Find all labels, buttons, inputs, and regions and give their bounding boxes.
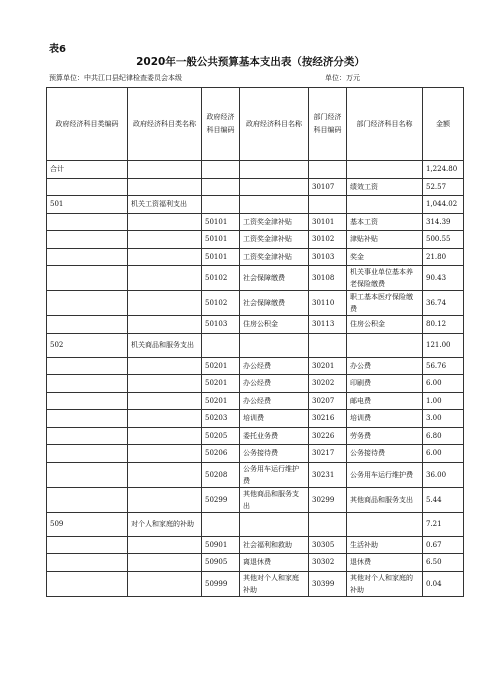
table-cell — [128, 392, 202, 410]
table-row — [47, 445, 464, 463]
table-cell — [128, 357, 202, 375]
table-cell: 3.00 — [423, 410, 464, 428]
header-cell: 部门经济科目编码 — [309, 88, 347, 161]
table-cell: 30305 — [309, 536, 347, 554]
header-cell: 政府经济科目名称 — [240, 88, 309, 161]
table-row — [47, 427, 464, 445]
table-cell: 30201 — [309, 357, 347, 375]
table-cell — [47, 357, 128, 375]
table-cell: 30207 — [309, 392, 347, 410]
table-cell — [128, 445, 202, 463]
table-row — [47, 392, 464, 410]
table-cell: 邮电费 — [347, 392, 423, 410]
table-cell: 314.39 — [423, 213, 464, 231]
table-cell: 生活补助 — [347, 536, 423, 554]
table-cell: 50101 — [202, 213, 240, 231]
currency-unit-label: 单位：万元 — [325, 74, 360, 82]
table-cell: 50299 — [202, 487, 240, 512]
header-cell: 政府经济科目编码 — [202, 88, 240, 161]
table-row — [47, 291, 464, 316]
table-row — [47, 248, 464, 266]
table-cell: 离退休费 — [240, 554, 309, 572]
table-row — [47, 161, 464, 179]
table-row — [47, 266, 464, 291]
table-row — [47, 375, 464, 393]
table-row — [47, 536, 464, 554]
table-cell — [47, 392, 128, 410]
table-cell — [47, 266, 128, 291]
table-cell — [47, 536, 128, 554]
document-title: 2020年一般公共预算基本支出表（按经济分类） — [136, 56, 365, 68]
table-cell: 其他对个人和家庭补助 — [240, 571, 309, 596]
table-cell — [128, 248, 202, 266]
table-cell: 住房公积金 — [240, 316, 309, 334]
table-cell: 其他对个人和家庭的补助 — [347, 571, 423, 596]
table-cell: 机关工资福利支出 — [128, 196, 202, 214]
table-cell: 502 — [47, 333, 128, 357]
table-cell — [47, 427, 128, 445]
table-cell: 奖金 — [347, 248, 423, 266]
table-cell: 退休费 — [347, 554, 423, 572]
table-cell: 办公费 — [347, 357, 423, 375]
table-cell: 住房公积金 — [347, 316, 423, 334]
table-cell — [128, 291, 202, 316]
table-cell — [347, 512, 423, 536]
table-cell: 52.57 — [423, 178, 464, 196]
table-cell: 工资奖金津补贴 — [240, 231, 309, 249]
table-cell: 50201 — [202, 357, 240, 375]
table-row — [47, 410, 464, 428]
table-cell: 6.00 — [423, 445, 464, 463]
table-cell: 56.76 — [423, 357, 464, 375]
table-cell: 50102 — [202, 266, 240, 291]
table-cell: 社会保障缴费 — [240, 291, 309, 316]
table-row — [47, 316, 464, 334]
table-cell — [128, 571, 202, 596]
table-cell: 工资奖金津补贴 — [240, 213, 309, 231]
table-cell — [128, 375, 202, 393]
table-cell — [47, 375, 128, 393]
table-cell: 机关事业单位基本养老保险缴费 — [347, 266, 423, 291]
table-cell: 印刷费 — [347, 375, 423, 393]
table-cell: 21.80 — [423, 248, 464, 266]
table-cell — [202, 178, 240, 196]
table-cell: 50201 — [202, 375, 240, 393]
table-cell: 90.43 — [423, 266, 464, 291]
table-cell: 30226 — [309, 427, 347, 445]
table-cell: 30399 — [309, 571, 347, 596]
table-cell: 公务用车运行维护费 — [240, 462, 309, 487]
table-cell: 合计 — [47, 161, 128, 179]
table-cell — [128, 316, 202, 334]
table-cell — [128, 266, 202, 291]
table-cell: 1.00 — [423, 392, 464, 410]
budget-unit-label: 预算单位：中共江口县纪律检查委员会本级 — [49, 74, 182, 82]
header-cell: 政府经济科目类名称 — [128, 88, 202, 161]
table-cell: 职工基本医疗保险缴费 — [347, 291, 423, 316]
table-cell: 0.04 — [423, 571, 464, 596]
table-cell: 5.44 — [423, 487, 464, 512]
table-cell: 50203 — [202, 410, 240, 428]
table-cell — [128, 410, 202, 428]
table-cell: 1,044.02 — [423, 196, 464, 214]
table-cell: 30101 — [309, 213, 347, 231]
table-number-label: 表6 — [49, 44, 66, 55]
table-cell — [47, 213, 128, 231]
table-cell: 30103 — [309, 248, 347, 266]
table-row — [47, 554, 464, 572]
table-cell — [240, 196, 309, 214]
table-cell: 6.00 — [423, 375, 464, 393]
table-cell — [47, 462, 128, 487]
table-cell: 50201 — [202, 392, 240, 410]
table-row — [47, 213, 464, 231]
table-cell: 50901 — [202, 536, 240, 554]
table-cell — [202, 333, 240, 357]
table-cell — [47, 291, 128, 316]
table-cell: 其他商品和服务支出 — [347, 487, 423, 512]
table-cell: 30217 — [309, 445, 347, 463]
table-cell — [240, 512, 309, 536]
table-cell — [240, 333, 309, 357]
table-cell — [309, 196, 347, 214]
table-cell — [309, 333, 347, 357]
table-cell: 30299 — [309, 487, 347, 512]
table-cell: 办公经费 — [240, 392, 309, 410]
table-cell — [128, 554, 202, 572]
table-row — [47, 512, 464, 536]
table-cell — [128, 536, 202, 554]
table-cell: 501 — [47, 196, 128, 214]
table-cell: 121.00 — [423, 333, 464, 357]
table-cell: 500.55 — [423, 231, 464, 249]
table-cell — [128, 161, 202, 179]
table-cell: 50101 — [202, 248, 240, 266]
table-cell: 50102 — [202, 291, 240, 316]
header-cell: 政府经济科目类编码 — [47, 88, 128, 161]
table-row — [47, 178, 464, 196]
table-cell: 30231 — [309, 462, 347, 487]
table-row — [47, 487, 464, 512]
table-cell: 36.74 — [423, 291, 464, 316]
table-cell: 30216 — [309, 410, 347, 428]
table-cell: 30202 — [309, 375, 347, 393]
table-cell: 30108 — [309, 266, 347, 291]
table-cell: 50205 — [202, 427, 240, 445]
table-cell — [309, 161, 347, 179]
table-cell — [202, 512, 240, 536]
table-cell — [128, 213, 202, 231]
table-row — [47, 571, 464, 596]
table-cell — [347, 333, 423, 357]
table-cell: 50208 — [202, 462, 240, 487]
table-cell: 津贴补贴 — [347, 231, 423, 249]
table-cell: 公务接待费 — [240, 445, 309, 463]
table-cell: 委托业务费 — [240, 427, 309, 445]
table-cell: 劳务费 — [347, 427, 423, 445]
table-cell: 培训费 — [347, 410, 423, 428]
table-row — [47, 357, 464, 375]
table-cell — [347, 161, 423, 179]
table-cell — [128, 427, 202, 445]
table-cell: 30302 — [309, 554, 347, 572]
table-row — [47, 196, 464, 214]
table-cell: 6.50 — [423, 554, 464, 572]
table-cell — [240, 178, 309, 196]
table-cell — [47, 316, 128, 334]
table-cell: 50103 — [202, 316, 240, 334]
table-cell — [47, 410, 128, 428]
table-cell: 其他商品和服务支出 — [240, 487, 309, 512]
table-cell: 办公经费 — [240, 375, 309, 393]
table-cell: 基本工资 — [347, 213, 423, 231]
table-cell: 社会保障缴费 — [240, 266, 309, 291]
table-cell — [202, 161, 240, 179]
table-cell — [202, 196, 240, 214]
table-cell — [309, 512, 347, 536]
table-cell — [47, 178, 128, 196]
table-cell: 50999 — [202, 571, 240, 596]
header-cell: 部门经济科目名称 — [347, 88, 423, 161]
table-cell — [347, 196, 423, 214]
table-cell: 50206 — [202, 445, 240, 463]
table-cell — [240, 161, 309, 179]
table-cell — [47, 571, 128, 596]
table-cell: 绩效工资 — [347, 178, 423, 196]
table-cell: 公务用车运行维护费 — [347, 462, 423, 487]
table-cell — [47, 231, 128, 249]
header-cell: 金额 — [423, 88, 464, 161]
table-row — [47, 462, 464, 487]
table-row — [47, 333, 464, 357]
table-cell: 0.67 — [423, 536, 464, 554]
expenditure-table — [46, 87, 464, 597]
table-body — [47, 161, 464, 597]
table-cell: 36.00 — [423, 462, 464, 487]
table-cell: 对个人和家庭的补助 — [128, 512, 202, 536]
table-cell: 工资奖金津补贴 — [240, 248, 309, 266]
table-cell — [128, 462, 202, 487]
table-cell: 机关商品和服务支出 — [128, 333, 202, 357]
table-cell — [47, 248, 128, 266]
table-cell — [128, 487, 202, 512]
table-cell — [47, 445, 128, 463]
table-cell: 1,224.80 — [423, 161, 464, 179]
table-cell: 6.80 — [423, 427, 464, 445]
table-cell: 7.21 — [423, 512, 464, 536]
table-cell — [47, 487, 128, 512]
table-cell: 50905 — [202, 554, 240, 572]
table-cell: 80.12 — [423, 316, 464, 334]
table-cell: 50101 — [202, 231, 240, 249]
table-cell — [128, 231, 202, 249]
table-cell: 30102 — [309, 231, 347, 249]
table-cell: 培训费 — [240, 410, 309, 428]
table-header-row — [47, 88, 464, 161]
table-cell: 30113 — [309, 316, 347, 334]
table-cell: 30107 — [309, 178, 347, 196]
table-cell: 509 — [47, 512, 128, 536]
table-cell — [47, 554, 128, 572]
table-row — [47, 231, 464, 249]
table-cell: 社会福利和救助 — [240, 536, 309, 554]
table-cell — [128, 178, 202, 196]
table-cell: 公务接待费 — [347, 445, 423, 463]
table-cell: 办公经费 — [240, 357, 309, 375]
table-cell: 30110 — [309, 291, 347, 316]
